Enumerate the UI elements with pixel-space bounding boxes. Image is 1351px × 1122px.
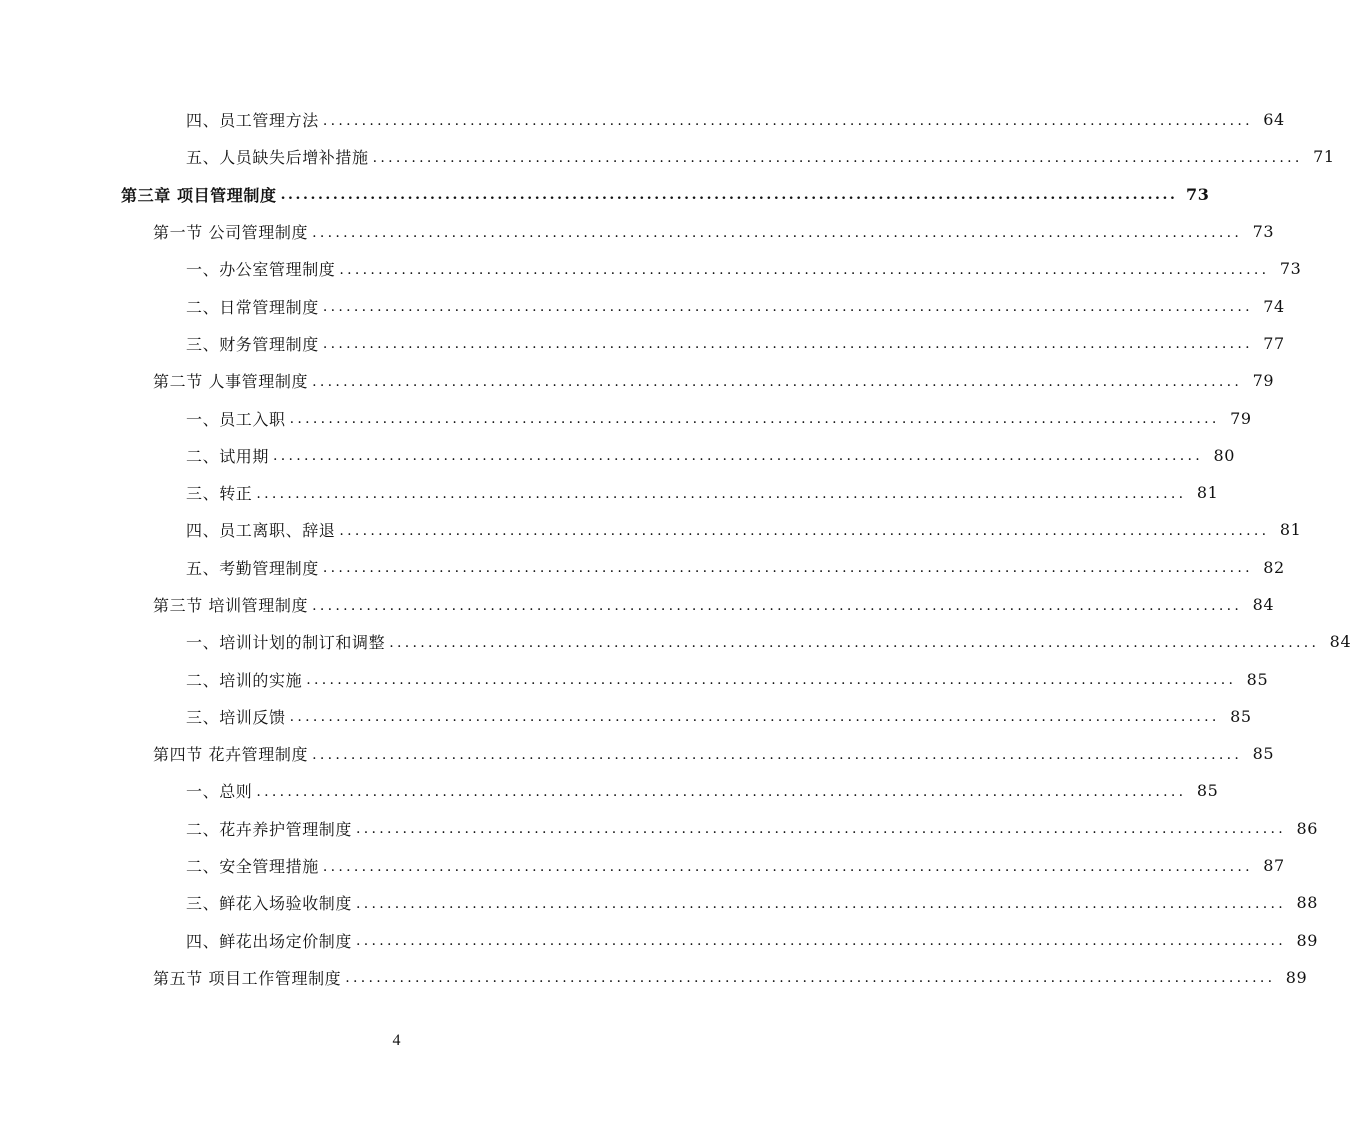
- toc-entry-title: 二、试用期: [186, 446, 270, 466]
- toc-subsection-entry[interactable]: [0, 437, 1236, 474]
- toc-dot-leader: ........................................................................................................................: [389, 634, 1320, 651]
- toc-entry-page-number: 84: [1329, 632, 1351, 652]
- toc-subsection-entry[interactable]: [0, 474, 1219, 511]
- toc-dot-leader: ........................................................................................................................: [372, 149, 1303, 166]
- toc-entry-page-number: 89: [1285, 967, 1308, 987]
- toc-entry-page-number: 73: [1279, 259, 1302, 279]
- toc-dot-leader: ........................................................................................................................: [322, 560, 1253, 577]
- toc-subsection-entry[interactable]: [0, 922, 1319, 959]
- toc-subsection-entry[interactable]: [0, 138, 1335, 175]
- toc-dot-leader: ........................................................................................................................: [312, 746, 1243, 763]
- toc-dot-leader: ........................................................................................................................: [345, 970, 1276, 987]
- toc-entry-title: 三、财务管理制度: [186, 334, 319, 354]
- toc-subsection-entry[interactable]: [0, 325, 1285, 362]
- toc-entry-page-number: 77: [1263, 333, 1285, 353]
- toc-entry-title: 二、日常管理制度: [186, 297, 319, 317]
- toc-section-entry[interactable]: [0, 362, 1275, 399]
- toc-entry-title: 第五节 项目工作管理制度: [153, 968, 342, 988]
- toc-subsection-entry[interactable]: [0, 511, 1302, 548]
- toc-subsection-entry[interactable]: [0, 847, 1285, 884]
- toc-entry-page-number: 79: [1252, 371, 1275, 391]
- toc-dot-leader: ........................................................................................................................: [322, 858, 1253, 875]
- toc-entry-page-number: 73: [1252, 222, 1275, 242]
- toc-dot-leader: ........................................................................................................................: [339, 261, 1270, 278]
- toc-entry-title: 四、员工离职、辞退: [186, 521, 336, 541]
- toc-dot-leader: ........................................................................................................................: [256, 783, 1187, 800]
- toc-entry-page-number: 88: [1296, 893, 1319, 913]
- toc-dot-leader: ........................................................................................................................: [322, 112, 1253, 129]
- toc-dot-leader: ........................................................................................................................: [322, 336, 1253, 353]
- toc-section-entry[interactable]: [0, 735, 1275, 772]
- toc-entry-title: 第三节 培训管理制度: [153, 596, 309, 615]
- toc-subsection-entry[interactable]: [0, 287, 1285, 324]
- toc-dot-leader: ........................................................................................................................: [356, 933, 1287, 950]
- toc-entry-title: 四、员工管理方法: [186, 111, 319, 131]
- toc-dot-leader: ........................................................................................................................: [273, 448, 1204, 465]
- toc-section-entry[interactable]: [0, 959, 1308, 996]
- toc-entry-title: 二、花卉养护管理制度: [186, 819, 353, 839]
- toc-subsection-entry[interactable]: [0, 399, 1252, 436]
- toc-entry-page-number: 64: [1263, 110, 1285, 130]
- toc-section-entry[interactable]: [0, 586, 1275, 623]
- toc-entry-page-number: 71: [1313, 147, 1335, 167]
- toc-entry-title: 第三章 项目管理制度: [121, 185, 277, 205]
- toc-entry-page-number: 89: [1296, 930, 1319, 950]
- toc-dot-leader: ........................................................................................................................: [312, 224, 1243, 241]
- toc-entry-page-number: 85: [1230, 706, 1252, 726]
- toc-entry-page-number: 81: [1279, 520, 1302, 540]
- toc-entry-title: 三、鲜花入场验收制度: [186, 894, 353, 914]
- toc-entry-title: 第二节 人事管理制度: [153, 372, 309, 392]
- toc-entry-title: 第一节 公司管理制度: [153, 223, 309, 243]
- toc-dot-leader: ........................................................................................................................: [322, 299, 1253, 316]
- toc-dot-leader: ........................................................................................................................: [339, 522, 1270, 539]
- page-number: 4: [392, 1032, 401, 1049]
- toc-entry-page-number: 82: [1263, 557, 1285, 577]
- toc-entry-title: 五、考勤管理制度: [186, 558, 319, 578]
- toc-subsection-entry[interactable]: [0, 250, 1302, 287]
- toc-entry-title: 二、安全管理措施: [186, 857, 319, 877]
- toc-entry-title: 五、人员缺失后增补措施: [186, 148, 369, 168]
- toc-dot-leader: ........................................................................................................................: [280, 187, 1178, 204]
- toc-subsection-entry[interactable]: [0, 810, 1319, 847]
- toc-entry-title: 一、总则: [186, 782, 253, 802]
- toc-dot-leader: ........................................................................................................................: [356, 821, 1287, 838]
- toc-dot-leader: ........................................................................................................................: [256, 485, 1187, 502]
- toc-entry-title: 第四节 花卉管理制度: [153, 745, 309, 765]
- toc-entry-title: 一、办公室管理制度: [186, 260, 336, 280]
- toc-dot-leader: ........................................................................................................................: [289, 411, 1220, 428]
- toc-subsection-entry[interactable]: [0, 698, 1252, 735]
- toc-subsection-entry[interactable]: [0, 660, 1269, 697]
- toc-entry-title: 一、员工入职: [186, 409, 286, 429]
- toc-entry-title: 二、培训的实施: [186, 670, 303, 690]
- toc-entry-page-number: 85: [1246, 669, 1269, 689]
- toc-subsection-entry[interactable]: [0, 101, 1285, 138]
- toc-dot-leader: ........................................................................................................................: [356, 895, 1287, 912]
- toc-entry-page-number: 73: [1186, 184, 1210, 204]
- toc-entry-page-number: 74: [1263, 296, 1285, 316]
- toc-entry-page-number: 84: [1252, 595, 1275, 614]
- toc-section-entry[interactable]: [0, 213, 1275, 250]
- toc-chapter-entry[interactable]: [0, 176, 1210, 213]
- toc-entry-page-number: 85: [1252, 744, 1275, 764]
- toc-subsection-entry[interactable]: [0, 772, 1219, 809]
- toc-entry-page-number: 81: [1196, 483, 1219, 503]
- toc-subsection-entry[interactable]: [0, 549, 1285, 586]
- toc-entry-title: 三、转正: [186, 484, 253, 504]
- toc-entry-title: 三、培训反馈: [186, 707, 286, 727]
- toc-entry-page-number: 85: [1196, 781, 1219, 801]
- toc-subsection-entry[interactable]: [0, 623, 1351, 660]
- table-of-contents: [0, 101, 1351, 996]
- toc-dot-leader: ........................................................................................................................: [289, 709, 1220, 726]
- toc-subsection-entry[interactable]: [0, 884, 1319, 921]
- toc-entry-page-number: 86: [1296, 818, 1319, 838]
- toc-dot-leader: ........................................................................................................................: [312, 597, 1243, 614]
- toc-dot-leader: ........................................................................................................................: [312, 373, 1243, 390]
- toc-entry-page-number: 87: [1263, 856, 1285, 876]
- toc-entry-title: 四、鲜花出场定价制度: [186, 931, 353, 951]
- toc-dot-leader: ........................................................................................................................: [306, 672, 1237, 689]
- toc-entry-title: 一、培训计划的制订和调整: [186, 633, 386, 653]
- toc-entry-page-number: 80: [1213, 445, 1236, 465]
- toc-entry-page-number: 79: [1230, 408, 1252, 428]
